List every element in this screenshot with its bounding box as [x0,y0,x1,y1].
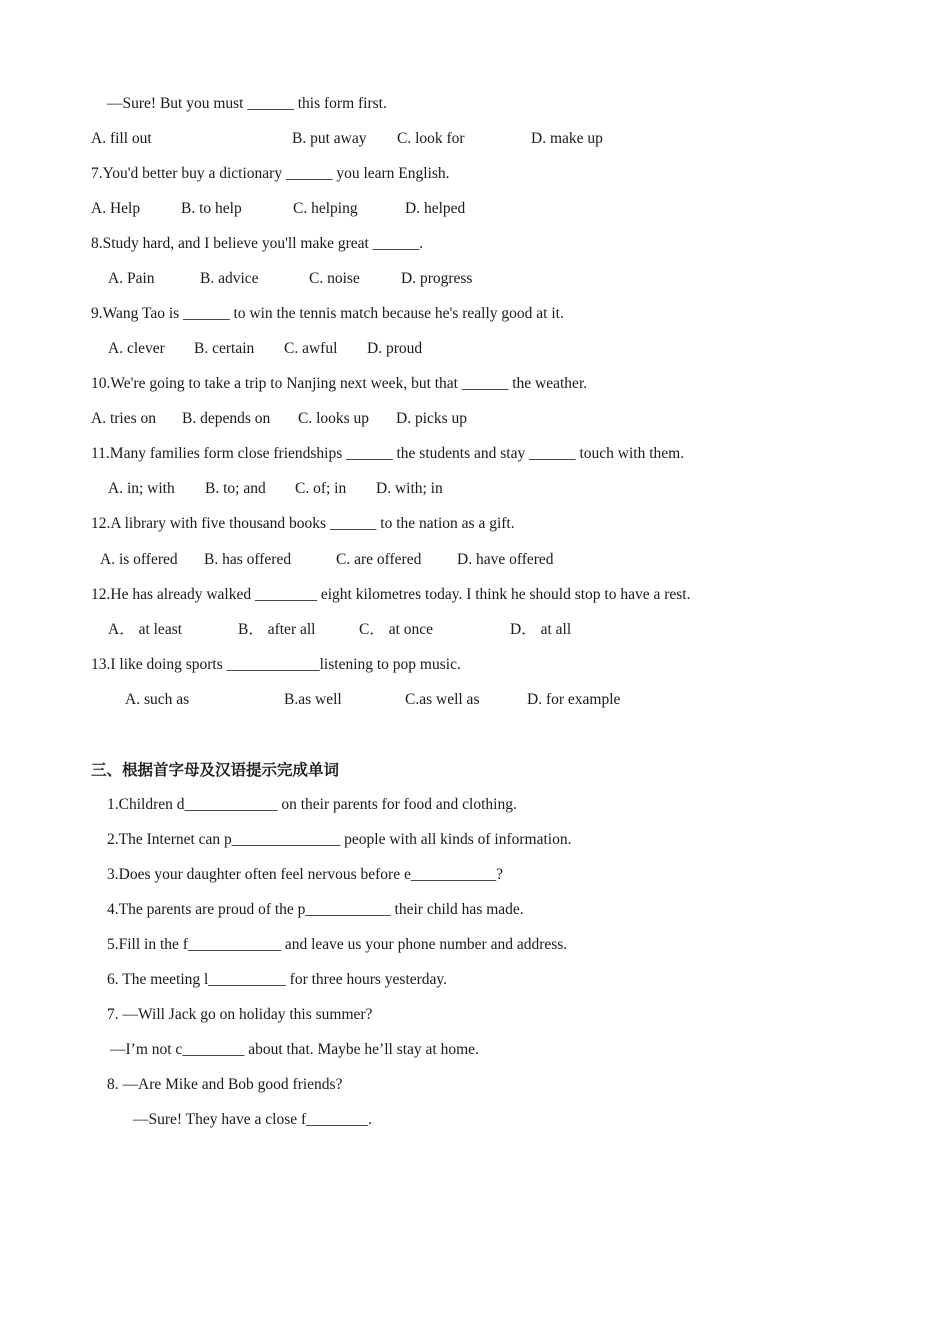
fill-item-8-question: 8. —Are Mike and Bob good friends? [107,1076,343,1093]
q12-option-d: D. have offered [457,551,554,568]
q12b-option-c: C． at once [359,621,434,638]
section-3-heading: 三、根据首字母及汉语提示完成单词 [91,761,340,779]
q11-option-b: B. to; and [205,480,266,497]
q11-option-a: A. in; with [108,480,175,497]
q8-option-a: A. Pain [108,270,155,287]
q7-option-b: B. to help [181,200,242,217]
fill-item-8-reply: —Sure! They have a close f________. [133,1111,373,1128]
q9-option-d: D. proud [367,340,423,357]
q12-option-b: B. has offered [204,551,292,568]
q10-option-d: D. picks up [396,410,468,427]
q12b-option-b: B． after all [238,621,316,638]
fill-item-7-reply: —I’m not c________ about that. Maybe he’ll stay at home. [110,1041,479,1058]
fill-item-2: 2.The Internet can p______________ people with all kinds of information. [107,831,572,848]
q13-stem: 13.I like doing sports ____________listening to pop music. [91,656,461,673]
q7-option-d: D. helped [405,200,466,217]
q12b-stem: 12.He has already walked ________ eight kilometres today. I think he should stop to have a rest. [91,586,691,603]
q8-option-c: C. noise [309,270,360,287]
fill-item-5: 5.Fill in the f____________ and leave us your phone number and address. [107,936,568,953]
fill-item-3: 3.Does your daughter often feel nervous before e___________? [107,866,503,883]
q10-stem: 10.We're going to take a trip to Nanjing next week, but that ______ the weather. [91,375,588,392]
q12-stem: 12.A library with five thousand books ______ to the nation as a gift. [91,515,515,532]
fill-item-1: 1.Children d____________ on their parents for food and clothing. [107,796,517,813]
q8-option-b: B. advice [200,270,259,287]
fill-item-6: 6. The meeting l__________ for three hours yesterday. [107,971,448,988]
q9-option-c: C. awful [284,340,338,357]
q11-option-d: D. with; in [376,480,443,497]
q8-option-d: D. progress [401,270,473,287]
q6-option-c: C. look for [397,130,465,147]
q13-option-b: B.as well [284,691,342,708]
q10-option-c: C. looks up [298,410,370,427]
q13-option-d: D. for example [527,691,621,708]
q9-option-a: A. clever [108,340,165,357]
q13-option-c: C.as well as [405,691,480,708]
q7-option-c: C. helping [293,200,358,217]
q6-option-d: D. make up [531,130,603,147]
q6-option-b: B. put away [292,130,367,147]
q11-option-c: C. of; in [295,480,347,497]
q11-stem: 11.Many families form close friendships ______ the students and stay ______ touch with them. [91,445,685,462]
q9-option-b: B. certain [194,340,255,357]
q10-option-a: A. tries on [91,410,157,427]
q7-stem: 7.You'd better buy a dictionary ______ you learn English. [91,165,450,182]
q9-stem: 9.Wang Tao is ______ to win the tennis match because he's really good at it. [91,305,564,322]
fill-item-7-question: 7. —Will Jack go on holiday this summer? [107,1006,373,1023]
q12b-option-d: D． at all [510,621,572,638]
fill-item-4: 4.The parents are proud of the p___________ their child has made. [107,901,524,918]
q12-option-a: A. is offered [100,551,178,568]
q12-option-c: C. are offered [336,551,422,568]
q12b-option-a: A． at least [108,621,183,638]
q13-option-a: A. such as [125,691,190,708]
q6-option-a: A. fill out [91,130,152,147]
q10-option-b: B. depends on [182,410,271,427]
q6-reply: —Sure! But you must ______ this form first. [107,95,387,112]
q7-option-a: A. Help [91,200,141,217]
q8-stem: 8.Study hard, and I believe you'll make great ______. [91,235,424,252]
